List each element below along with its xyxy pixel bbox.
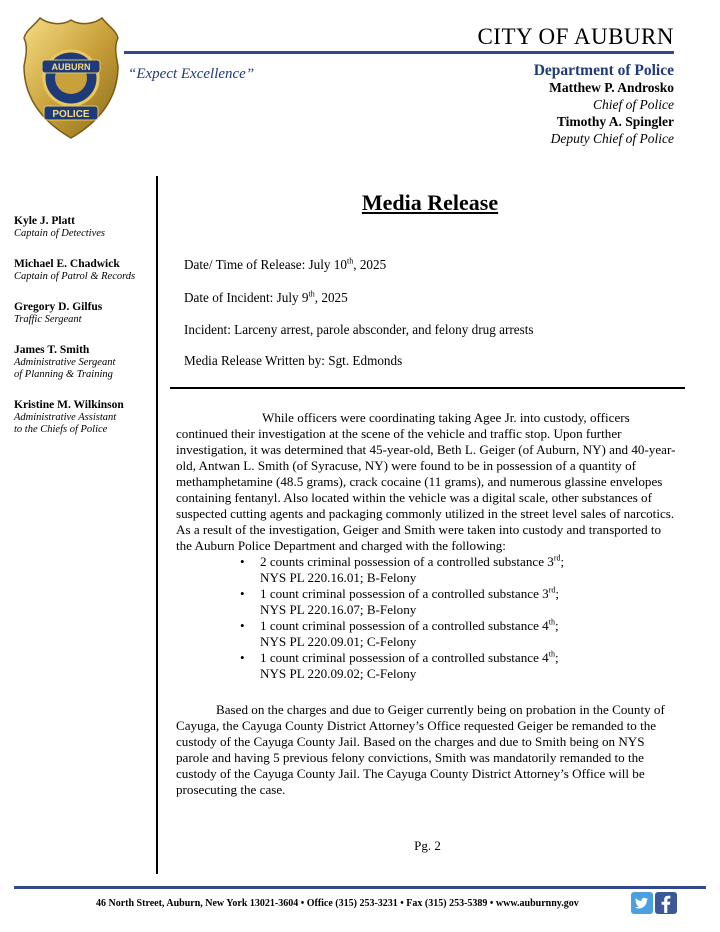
staff-name: Gregory D. Gilfus xyxy=(14,301,103,313)
page-title: Media Release xyxy=(361,190,499,215)
incident-description: Incident: Larceny arrest, parole absconder, and felony drug arrests xyxy=(184,322,534,337)
staff-item xyxy=(14,300,152,326)
release-author: Media Release Written by: Sgt. Edmonds xyxy=(184,353,403,368)
staff-item xyxy=(14,214,152,240)
badge-top-text: AUBURN xyxy=(51,62,91,72)
deputy-chief-name: Timothy A. Spingler xyxy=(556,114,674,129)
staff-item xyxy=(14,343,152,381)
page-number: Pg. 2 xyxy=(414,838,441,853)
badge-bottom-text: POLICE xyxy=(52,109,90,120)
footer-divider xyxy=(14,886,706,889)
footer-contact: 46 North Street, Auburn, New York 13021-3604 • Office (315) 253-3231 • Fax (315) 253-5389 • www.auburnny.gov xyxy=(96,898,579,909)
deputy-chief-title: Deputy Chief of Police xyxy=(550,131,674,146)
department-title: Department of Police xyxy=(533,62,674,79)
list-item: • 2 counts criminal possession of a controlled substance 3rd; NYS PL 220.16.01; B-Felony xyxy=(240,553,565,585)
release-date: Date/ Time of Release: July 10th, 2025 xyxy=(184,256,387,272)
staff-role: Administrative Sergeant xyxy=(14,357,116,368)
staff-role: Captain of Detectives xyxy=(14,228,105,239)
paragraph: Based on the charges and due to Geiger currently being on probation in the County of Cayuga, the Cayuga County District Attorney’s Office requested Geiger be remanded to the custody of the Cayuga County Jail. Based on the charges and due to Smith being on NYS parole and having 5 previous felony convictions, Smith was mandatorily remanded to the custody of the Cayuga County Jail. The Cayuga County District Attorney’s Office will be prosecuting the case. xyxy=(176,702,665,797)
twitter-icon[interactable] xyxy=(631,892,653,914)
list-item: • 1 count criminal possession of a controlled substance 3rd; NYS PL 220.16.07; B-Felony xyxy=(240,585,560,617)
list-item: • 1 count criminal possession of a controlled substance 4th; NYS PL 220.09.01; C-Felony xyxy=(240,617,559,649)
staff-name: James T. Smith xyxy=(14,344,90,356)
staff-item xyxy=(14,398,152,436)
sidebar-divider xyxy=(156,176,158,874)
staff-role: Captain of Patrol & Records xyxy=(14,271,136,282)
staff-name: Michael E. Chadwick xyxy=(14,258,120,270)
staff-role: Traffic Sergeant xyxy=(14,314,82,325)
police-badge-logo xyxy=(22,16,120,140)
staff-role: to the Chiefs of Police xyxy=(14,424,108,435)
release-body xyxy=(176,410,676,798)
city-name: CITY OF AUBURN xyxy=(477,24,674,49)
department-block xyxy=(534,62,674,147)
tagline: “Expect Excellence” xyxy=(128,66,255,82)
staff-role: Administrative Assistant xyxy=(14,412,117,423)
chief-title: Chief of Police xyxy=(593,97,674,112)
incident-date: Date of Incident: July 9th, 2025 xyxy=(184,289,348,305)
staff-name: Kristine M. Wilkinson xyxy=(14,399,124,411)
staff-item xyxy=(14,257,152,283)
paragraph: While officers were coordinating taking Agee Jr. into custody, officers continued their investigation at the scene of the vehicle and traffic stop. Upon further investigation, it was determined that 45-year-old, Beth L. Geiger (of Auburn, NY) and 40-year-old, Antwan L. Smith (of Syracuse, NY) were found to be in possession of a quantity of methamphetamine (48.5 grams), crack cocaine (11 grams), and numerous glassine envelopes containing fentanyl. Also located within the vehicle was a digital scale, other substances of suspected cutting agents and packaging commonly utilized in the street level sales of narcotics. As a result of the investigation, Geiger and Smith were taken into custody and transported to the Auburn Police Department and charged with the following: xyxy=(176,410,676,553)
body-divider xyxy=(170,387,685,389)
charges-list xyxy=(176,554,676,682)
facebook-icon[interactable] xyxy=(655,892,677,914)
chief-name: Matthew P. Androsko xyxy=(549,80,674,95)
list-item: • 1 count criminal possession of a controlled substance 4th; NYS PL 220.09.02; C-Felony xyxy=(240,649,559,681)
staff-name: Kyle J. Platt xyxy=(14,215,75,227)
staff-role: of Planning & Training xyxy=(14,369,113,380)
header-divider xyxy=(124,51,674,54)
staff-list xyxy=(14,214,152,453)
